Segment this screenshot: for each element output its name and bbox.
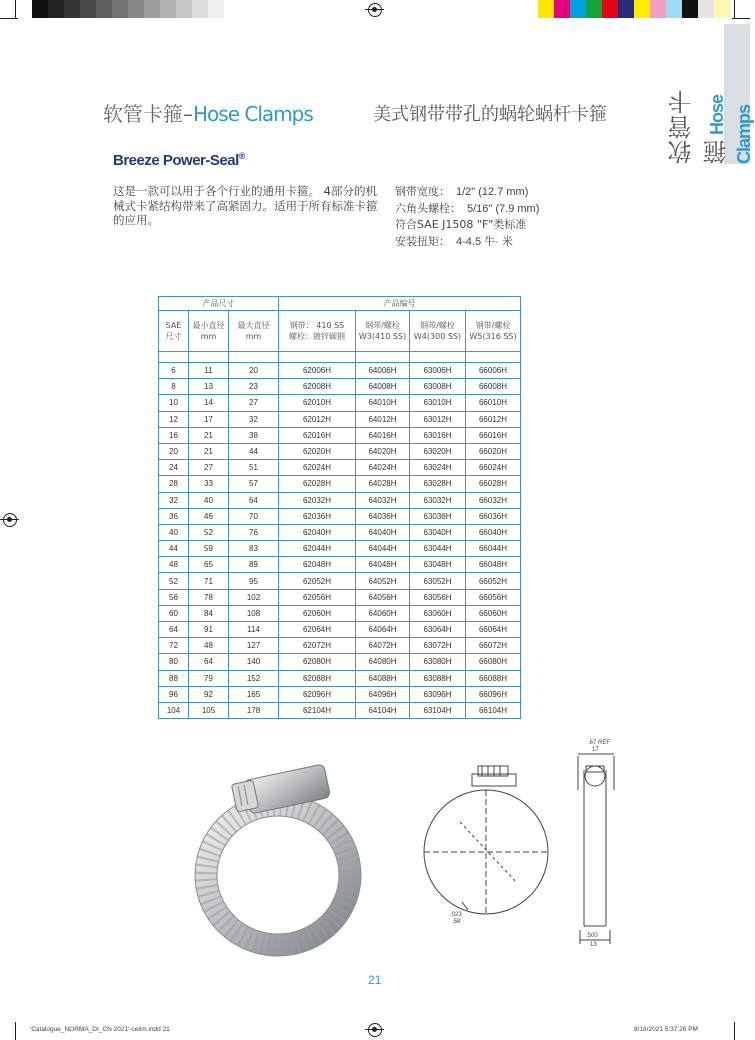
- table-cell: 11: [189, 363, 229, 379]
- table-cell: 66104H: [466, 702, 521, 718]
- side-tab-cn: 软管卡箍: [668, 89, 731, 164]
- table-cell: 66006H: [466, 363, 521, 379]
- table-cell: 20: [159, 443, 189, 459]
- table-cell: 104: [159, 702, 189, 718]
- color-bar: [538, 0, 730, 18]
- product-table: [158, 296, 521, 719]
- table-cell: 52: [159, 573, 189, 589]
- table-cell: 62044H: [279, 541, 356, 557]
- table-cell: 66012H: [466, 411, 521, 427]
- table-cell: 102: [229, 589, 279, 605]
- table-cell: 63032H: [410, 492, 466, 508]
- table-cell: 62006H: [279, 363, 356, 379]
- table-column-header: 钢带/螺栓 W4(300 SS): [410, 311, 466, 352]
- table-cell: 63008H: [410, 379, 466, 395]
- table-row: [159, 363, 521, 379]
- table-column-header: 钢带/螺栓 W5(316 SS): [466, 311, 521, 352]
- table-cell: 63080H: [410, 654, 466, 670]
- table-cell: 63010H: [410, 395, 466, 411]
- table-cell: 72: [159, 638, 189, 654]
- spec-value: 4-4.5 牛· 米: [456, 235, 513, 248]
- table-cell: 44: [229, 443, 279, 459]
- table-cell: 6: [159, 363, 189, 379]
- table-row: [159, 686, 521, 702]
- spec-row: [395, 184, 539, 201]
- table-column-header: 钢带/螺栓 W3(410 SS): [356, 311, 410, 352]
- table-cell: 127: [229, 638, 279, 654]
- table-cell: 76: [229, 524, 279, 540]
- table-cell: 21: [189, 427, 229, 443]
- dim-label-top2: 17: [592, 747, 599, 753]
- footer-file: 'Catalogue_NORMA_DI_CN 2021'-celim.indd 21: [30, 1026, 170, 1033]
- spec-label: 安装扭矩：: [395, 234, 450, 248]
- table-cell: 63016H: [410, 427, 466, 443]
- table-cell: 62060H: [279, 605, 356, 621]
- table-cell: 44: [159, 541, 189, 557]
- footer-timestamp: 8/18/2021 5:37:26 PM: [634, 1026, 698, 1033]
- table-cell: 64012H: [356, 411, 410, 427]
- table-cell: 63088H: [410, 670, 466, 686]
- table-row: [159, 524, 521, 540]
- table-cell: 33: [189, 476, 229, 492]
- registered-mark: ®: [238, 151, 245, 161]
- table-cell: 96: [159, 686, 189, 702]
- table-cell: 84: [189, 605, 229, 621]
- table-cell: 64024H: [356, 460, 410, 476]
- dim-label-top: .67 REF: [588, 740, 611, 746]
- table-row: [159, 605, 521, 621]
- table-cell: 178: [229, 702, 279, 718]
- product-description: 这是一款可以用于各个行业的通用卡箍。 4部分的机械式卡紧结构带来了高紧固力。适用于所有标准卡箍的应用。: [113, 184, 378, 227]
- table-row: [159, 427, 521, 443]
- table-cell: 66020H: [466, 443, 521, 459]
- table-cell: 152: [229, 670, 279, 686]
- table-cell: 140: [229, 654, 279, 670]
- table-cell: 62010H: [279, 395, 356, 411]
- registration-mark-top: [368, 3, 382, 17]
- table-cell: 52: [189, 524, 229, 540]
- table-cell: 63044H: [410, 541, 466, 557]
- spec-value: 1/2" (12.7 mm): [456, 186, 529, 198]
- table-group-code: 产品编号: [279, 297, 521, 311]
- table-cell: 65: [189, 557, 229, 573]
- crop-mark: [0, 18, 18, 19]
- page-subtitle: 美式钢带带孔的蜗轮蜗杆卡箍: [373, 104, 607, 125]
- table-row: [159, 654, 521, 670]
- table-cell: 88: [159, 670, 189, 686]
- spec-row: [395, 201, 539, 218]
- table-cell: 28: [159, 476, 189, 492]
- table-cell: 66032H: [466, 492, 521, 508]
- table-cell: 64048H: [356, 557, 410, 573]
- table-row: [159, 395, 521, 411]
- table-row: [159, 557, 521, 573]
- table-cell: 64056H: [356, 589, 410, 605]
- table-cell: 63020H: [410, 443, 466, 459]
- table-row: [159, 589, 521, 605]
- table-cell: 105: [189, 702, 229, 718]
- table-cell: 62024H: [279, 460, 356, 476]
- table-cell: 64064H: [356, 622, 410, 638]
- table-cell: 66036H: [466, 508, 521, 524]
- page-number: 21: [368, 973, 382, 987]
- table-cell: 63096H: [410, 686, 466, 702]
- table-cell: 66088H: [466, 670, 521, 686]
- table-cell: 23: [229, 379, 279, 395]
- table-cell: 66060H: [466, 605, 521, 621]
- table-cell: 91: [189, 622, 229, 638]
- product-name-text: Breeze Power-Seal: [113, 152, 239, 169]
- spec-label: 钢带宽度：: [395, 185, 450, 198]
- table-cell: 66064H: [466, 622, 521, 638]
- table-cell: 66072H: [466, 638, 521, 654]
- table-cell: 64016H: [356, 427, 410, 443]
- table-cell: 64: [189, 654, 229, 670]
- table-cell: 64008H: [356, 379, 410, 395]
- table-cell: 63006H: [410, 363, 466, 379]
- table-cell: 62020H: [279, 443, 356, 459]
- table-cell: 80: [159, 654, 189, 670]
- table-cell: 64060H: [356, 605, 410, 621]
- table-cell: 64010H: [356, 395, 410, 411]
- page-title-en: Hose Clamps: [193, 102, 313, 126]
- table-row: [159, 638, 521, 654]
- table-cell: 63028H: [410, 476, 466, 492]
- dim-label-width2: 13: [590, 942, 597, 948]
- spec-row: [395, 217, 539, 234]
- table-cell: 66056H: [466, 589, 521, 605]
- side-tab-en: Hose Clamps: [707, 94, 754, 164]
- table-cell: 63036H: [410, 508, 466, 524]
- table-column-header: 最小直径 mm: [189, 311, 229, 352]
- table-cell: 66028H: [466, 476, 521, 492]
- table-cell: 48: [159, 557, 189, 573]
- table-row: [159, 573, 521, 589]
- table-cell: 64028H: [356, 476, 410, 492]
- table-row: [159, 541, 521, 557]
- table-row: [159, 702, 521, 718]
- registration-mark-left: [3, 513, 17, 527]
- clamp-photo: [198, 760, 368, 960]
- table-cell: 51: [229, 460, 279, 476]
- table-cell: 64096H: [356, 686, 410, 702]
- table-cell: 62080H: [279, 654, 356, 670]
- table-cell: 92: [189, 686, 229, 702]
- table-cell: 95: [229, 573, 279, 589]
- table-cell: 62096H: [279, 686, 356, 702]
- spec-label: 六角头螺栓：: [395, 201, 461, 215]
- table-cell: 66080H: [466, 654, 521, 670]
- table-cell: 56: [159, 589, 189, 605]
- table-cell: 64036H: [356, 508, 410, 524]
- table-cell: 114: [229, 622, 279, 638]
- spec-row: [395, 234, 539, 251]
- table-cell: 64052H: [356, 573, 410, 589]
- table-cell: 62032H: [279, 492, 356, 508]
- table-cell: 66024H: [466, 460, 521, 476]
- table-cell: 57: [229, 476, 279, 492]
- table-cell: 40: [159, 524, 189, 540]
- table-cell: 63104H: [410, 702, 466, 718]
- table-cell: 64040H: [356, 524, 410, 540]
- crop-mark: [15, 1022, 16, 1040]
- table-cell: 79: [189, 670, 229, 686]
- dim-label-thick: .023: [450, 912, 462, 918]
- table-cell: 63064H: [410, 622, 466, 638]
- table-cell: 64006H: [356, 363, 410, 379]
- table-cell: 8: [159, 379, 189, 395]
- table-cell: 62012H: [279, 411, 356, 427]
- crop-mark: [734, 1022, 735, 1040]
- table-cell: 62064H: [279, 622, 356, 638]
- table-cell: 70: [229, 508, 279, 524]
- table-cell: 27: [189, 460, 229, 476]
- table-cell: 62104H: [279, 702, 356, 718]
- table-cell: 83: [229, 541, 279, 557]
- table-cell: 59: [189, 541, 229, 557]
- table-cell: 63024H: [410, 460, 466, 476]
- table-cell: 32: [229, 411, 279, 427]
- dim-label-thick2: .58: [452, 919, 461, 925]
- spec-label: 符合SAE J1508 "F"类标准: [395, 218, 527, 231]
- product-specs: [395, 184, 539, 250]
- table-cell: 78: [189, 589, 229, 605]
- table-cell: 36: [159, 508, 189, 524]
- table-cell: 27: [229, 395, 279, 411]
- table-cell: 17: [189, 411, 229, 427]
- table-cell: 62056H: [279, 589, 356, 605]
- table-cell: 64: [229, 492, 279, 508]
- table-cell: 66010H: [466, 395, 521, 411]
- dim-label-width: .500: [586, 933, 598, 939]
- table-cell: 32: [159, 492, 189, 508]
- side-tab: [656, 24, 754, 164]
- table-cell: 63056H: [410, 589, 466, 605]
- table-cell: 62008H: [279, 379, 356, 395]
- table-cell: 21: [189, 443, 229, 459]
- table-row: [159, 622, 521, 638]
- table-cell: 13: [189, 379, 229, 395]
- table-cell: 12: [159, 411, 189, 427]
- table-cell: 64020H: [356, 443, 410, 459]
- table-row: [159, 379, 521, 395]
- grayscale-bar: [32, 0, 224, 18]
- table-cell: 14: [189, 395, 229, 411]
- table-cell: 62028H: [279, 476, 356, 492]
- product-name: [113, 151, 245, 169]
- technical-drawing: [420, 730, 650, 950]
- table-cell: 10: [159, 395, 189, 411]
- table-spacer: [159, 352, 521, 363]
- table-cell: 66044H: [466, 541, 521, 557]
- crop-mark: [732, 18, 750, 19]
- table-cell: 64104H: [356, 702, 410, 718]
- table-row: [159, 443, 521, 459]
- table-cell: 66016H: [466, 427, 521, 443]
- table-cell: 66040H: [466, 524, 521, 540]
- crop-mark: [15, 0, 16, 18]
- table-cell: 66052H: [466, 573, 521, 589]
- table-cell: 63048H: [410, 557, 466, 573]
- table-cell: 62052H: [279, 573, 356, 589]
- table-cell: 20: [229, 363, 279, 379]
- table-cell: 71: [189, 573, 229, 589]
- table-cell: 62040H: [279, 524, 356, 540]
- table-cell: 63052H: [410, 573, 466, 589]
- table-cell: 66008H: [466, 379, 521, 395]
- table-cell: 64080H: [356, 654, 410, 670]
- table-cell: 60: [159, 605, 189, 621]
- page-title-cn: 软管卡箍–: [103, 102, 193, 126]
- table-cell: 62016H: [279, 427, 356, 443]
- table-row: [159, 476, 521, 492]
- table-cell: 66096H: [466, 686, 521, 702]
- table-cell: 63060H: [410, 605, 466, 621]
- table-row: [159, 670, 521, 686]
- table-row: [159, 460, 521, 476]
- table-row: [159, 411, 521, 427]
- table-cell: 89: [229, 557, 279, 573]
- table-row: [159, 492, 521, 508]
- table-cell: 48: [189, 638, 229, 654]
- table-cell: 64088H: [356, 670, 410, 686]
- table-cell: 108: [229, 605, 279, 621]
- table-cell: 66048H: [466, 557, 521, 573]
- table-cell: 64044H: [356, 541, 410, 557]
- table-cell: 16: [159, 427, 189, 443]
- table-column-header: SAE 尺寸: [159, 311, 189, 352]
- table-cell: 62036H: [279, 508, 356, 524]
- table-row: [159, 508, 521, 524]
- table-column-header: 最大直径 mm: [229, 311, 279, 352]
- table-cell: 62048H: [279, 557, 356, 573]
- crop-mark: [734, 0, 735, 18]
- table-cell: 62072H: [279, 638, 356, 654]
- table-cell: 63072H: [410, 638, 466, 654]
- table-cell: 64032H: [356, 492, 410, 508]
- table-group-size: 产品尺寸: [159, 297, 279, 311]
- table-cell: 63040H: [410, 524, 466, 540]
- table-cell: 38: [229, 427, 279, 443]
- table-cell: 40: [189, 492, 229, 508]
- page-title: [103, 98, 313, 127]
- table-cell: 24: [159, 460, 189, 476]
- registration-mark-bottom: [368, 1023, 382, 1037]
- table-cell: 165: [229, 686, 279, 702]
- spec-value: 5/16" (7.9 mm): [467, 202, 540, 215]
- table-cell: 46: [189, 508, 229, 524]
- table-cell: 64072H: [356, 638, 410, 654]
- table-column-header: 钢带： 410 SS 螺栓：镀锌碳钢: [279, 311, 356, 352]
- table-cell: 64: [159, 622, 189, 638]
- table-cell: 63012H: [410, 411, 466, 427]
- table-cell: 62088H: [279, 670, 356, 686]
